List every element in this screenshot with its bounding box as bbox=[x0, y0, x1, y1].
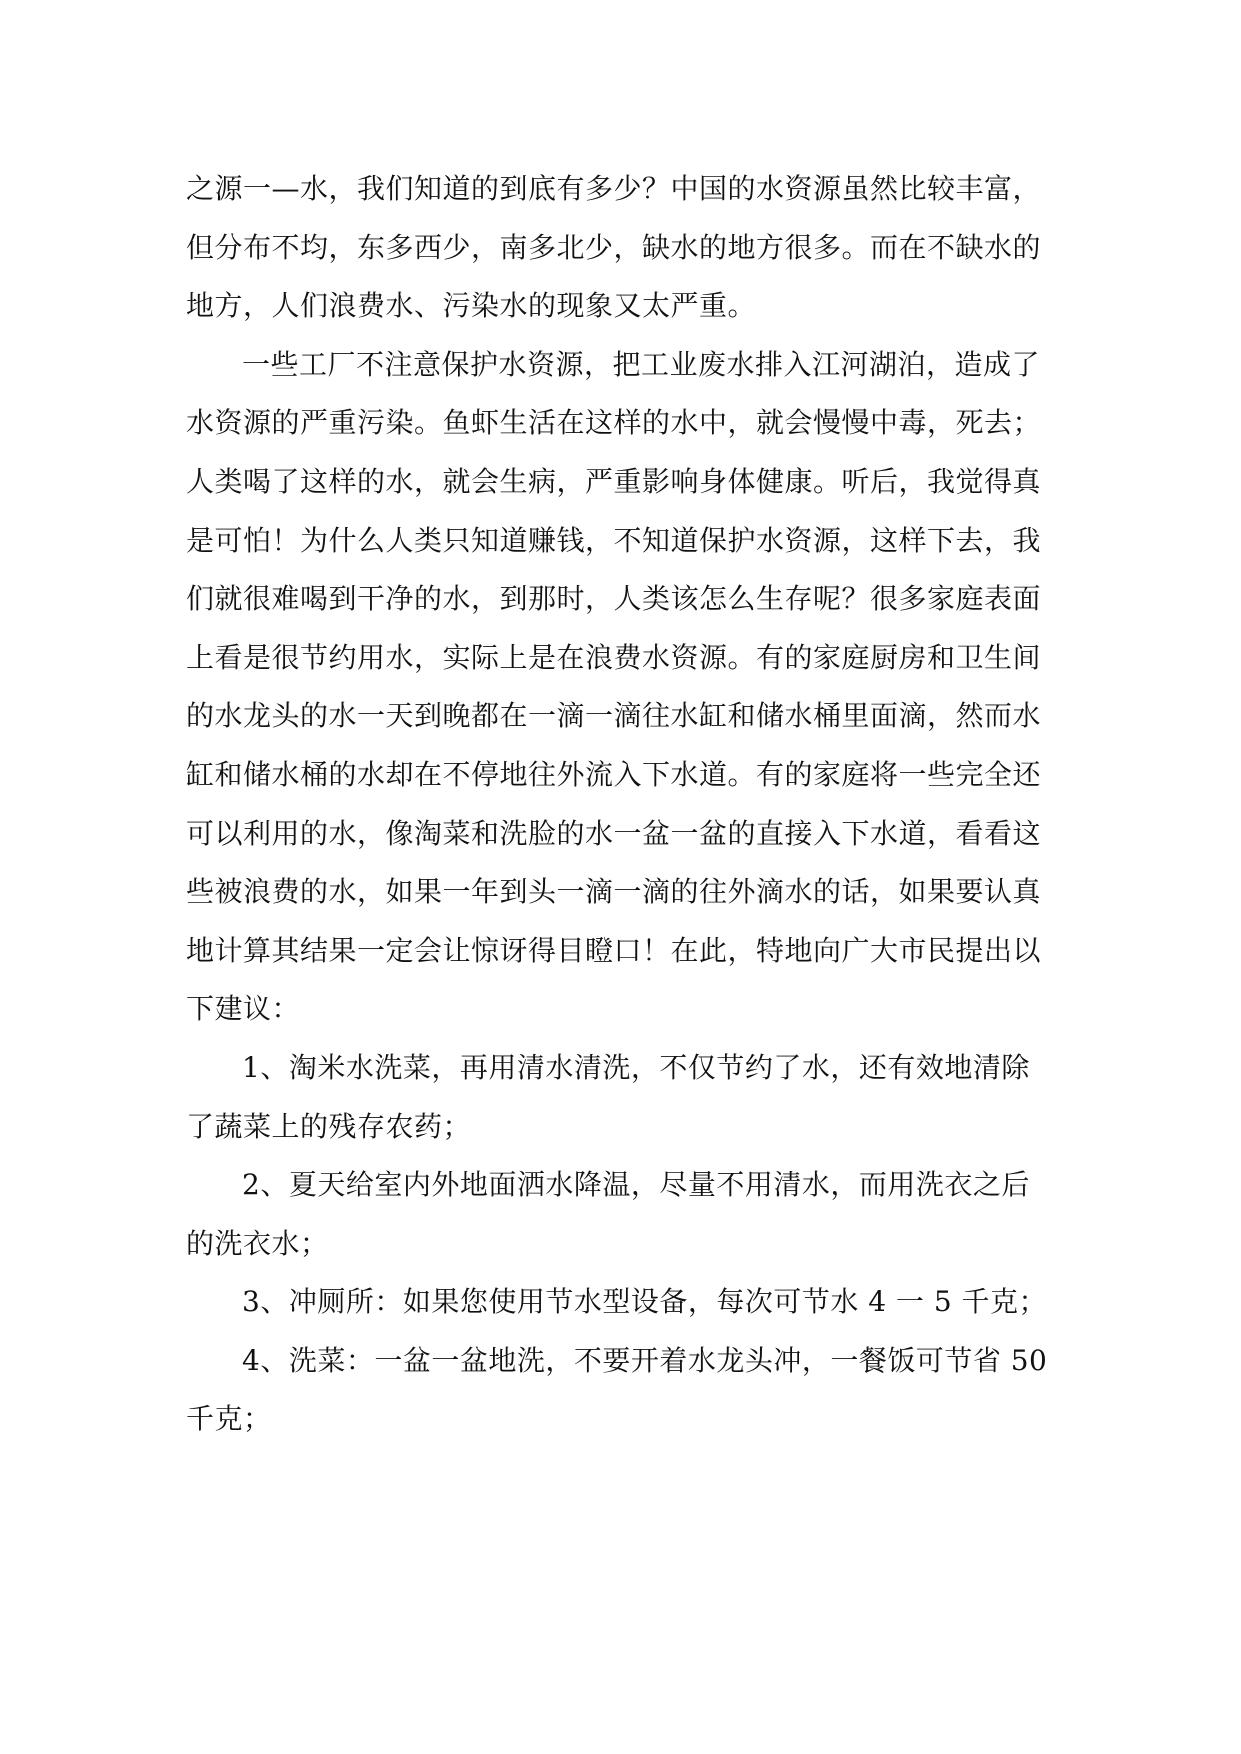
text-line: 们就很难喝到干净的水，到那时，人类该怎么生存呢？很多家庭表面 bbox=[186, 582, 1042, 616]
text-line: 的水龙头的水一天到晚都在一滴一滴往水缸和储水桶里面滴，然而水 bbox=[186, 699, 1042, 733]
text-line: 了蔬菜上的残存农药； bbox=[186, 1109, 472, 1143]
body-text bbox=[186, 160, 1066, 1449]
text-line: 些被浪费的水，如果一年到头一滴一滴的往外滴水的话，如果要认真 bbox=[186, 875, 1042, 909]
text-line: 之源一—水，我们知道的到底有多少？中国的水资源虽然比较丰富， bbox=[186, 172, 1042, 205]
text-line: 的洗衣水； bbox=[186, 1226, 329, 1260]
text-line: 下建议： bbox=[186, 992, 301, 1026]
text-line: 地方，人们浪费水、污染水的现象又太严重。 bbox=[186, 289, 757, 323]
text-line: 人类喝了这样的水，就会生病，严重影响身体健康。听后，我觉得真 bbox=[186, 464, 1042, 498]
text-line: 千克； bbox=[186, 1402, 272, 1436]
text-line: 可以利用的水，像淘菜和洗脸的水一盆一盆的直接入下水道，看看这 bbox=[186, 816, 1042, 850]
list-item-1-line: 1、淘米水洗菜，再用清水清洗，不仅节约了水，还有效地清除 bbox=[242, 1050, 1030, 1084]
text-line: 缸和储水桶的水却在不停地往外流入下水道。有的家庭将一些完全还 bbox=[186, 757, 1042, 791]
text-line: 水资源的严重污染。鱼虾生活在这样的水中，就会慢慢中毒，死去； bbox=[186, 406, 1042, 440]
list-item-3-line: 3、冲厕所：如果您使用节水型设备，每次可节水 4 一 5 千克； bbox=[242, 1285, 1048, 1319]
text-line: 上看是很节约用水，实际上是在浪费水资源。有的家庭厨房和卫生间 bbox=[186, 640, 1042, 674]
text-line: 地计算其结果一定会让惊讶得目瞪口！在此，特地向广大市民提出以 bbox=[186, 933, 1042, 967]
list-item-2-line: 2、夏天给室内外地面洒水降温，尽量不用清水，而用洗衣之后 bbox=[242, 1168, 1030, 1202]
list-item-4-line: 4、洗菜：一盆一盆地洗，不要开着水龙头冲，一餐饭可节省 50 bbox=[242, 1343, 1048, 1377]
text-line: 但分布不均，东多西少，南多北少，缺水的地方很多。而在不缺水的 bbox=[186, 230, 1042, 264]
paragraph-start-line: 一些工厂不注意保护水资源，把工业废水排入江河湖泊，造成了 bbox=[242, 347, 1041, 381]
text-line: 是可怕！为什么人类只知道赚钱，不知道保护水资源，这样下去，我 bbox=[186, 523, 1042, 557]
